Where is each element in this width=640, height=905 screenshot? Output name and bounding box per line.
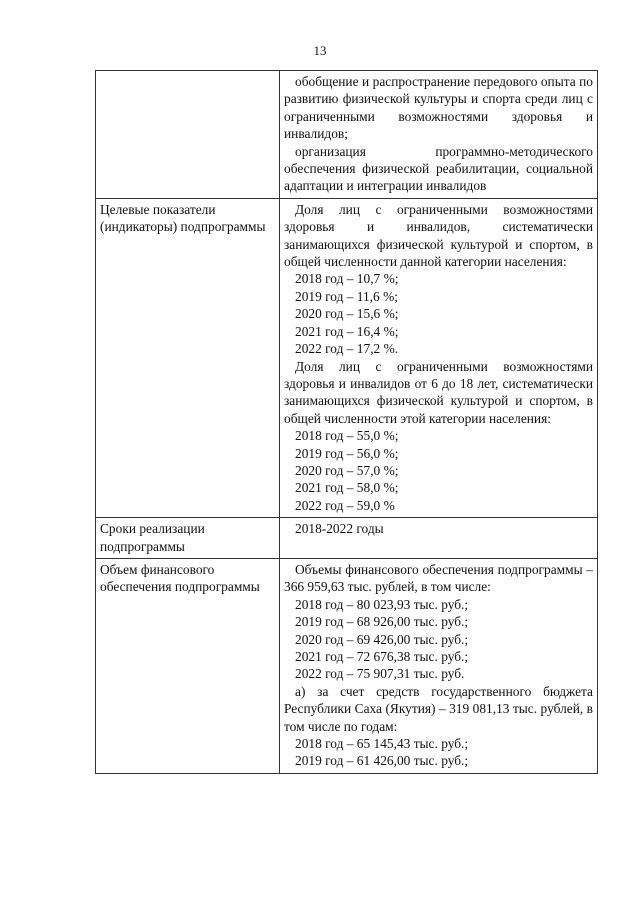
finance-intro: Объемы финансового обеспечения подпрограммы – 366 959,63 тыс. рублей, в том числе:: [284, 561, 593, 595]
subprogram-passport-table: [95, 70, 598, 774]
finance-year-value: 2022 год – 75 907,31 тыс. руб.: [295, 666, 465, 682]
finance-label: Объем финансового обеспечения подпрограммы: [96, 558, 280, 773]
tasks-content-cell: [280, 71, 598, 199]
terms-content-cell: [280, 518, 598, 559]
table-row-tasks: [96, 71, 598, 199]
indicator-year-value: 2018 год – 10,7 %;: [295, 271, 399, 287]
indicators-label: Целевые показатели (индикаторы) подпрограммы: [96, 198, 280, 517]
indicator-intro: Доля лиц с ограниченными возможностями здоровья и инвалидов, систематически занимающихся физической культурой и спортом, в общей численности данной категории населения:: [284, 201, 593, 270]
table-row-indicators: [96, 198, 598, 517]
indicator-year-value: 2022 год – 59,0 %: [295, 497, 395, 513]
finance-year-value: 2018 год – 80 023,93 тыс. руб.;: [295, 596, 469, 612]
indicator-year-value: 2019 год – 56,0 %;: [295, 445, 399, 461]
finance-subsection-intro: а) за счет средств государственного бюджета Республики Саха (Якутия) – 319 081,13 тыс. рублей, в том числе по годам:: [284, 683, 593, 734]
table-row-terms: [96, 518, 598, 559]
indicators-content-cell: [280, 198, 598, 517]
finance-year-value: 2019 год – 68 926,00 тыс. руб.;: [295, 614, 469, 630]
finance-subsection-year-value: 2018 год – 65 145,43 тыс. руб.;: [295, 736, 469, 752]
task-paragraph: обобщение и распространение передового опыта по развитию физической культуры и спорта среди лиц с ограниченными возможностями здоровья и инвалидов;: [284, 74, 593, 142]
indicator-year-value: 2018 год – 55,0 %;: [295, 428, 399, 444]
finance-year-value: 2021 год – 72 676,38 тыс. руб.;: [295, 649, 469, 664]
indicator-year-value: 2022 год – 17,2 %.: [295, 341, 399, 357]
finance-content-cell: [280, 558, 598, 773]
task-paragraph: организация программно-методического обеспечения физической реабилитации, социальной адаптации и интеграции инвалидов: [284, 143, 593, 194]
terms-value: 2018-2022 годы: [295, 521, 384, 537]
indicator-year-value: 2021 год – 16,4 %;: [295, 323, 399, 339]
indicator-intro: Доля лиц с ограниченными возможностями здоровья и инвалидов от 6 до 18 лет, систематически занимающихся физической культурой и спортом, в общей численности этой категории населения:: [284, 358, 593, 426]
indicator-year-value: 2021 год – 58,0 %;: [295, 480, 399, 496]
tasks-label-cell: [96, 71, 280, 199]
finance-subsection-year-value: 2019 год – 61 426,00 тыс. руб.;: [295, 753, 469, 769]
indicator-year-value: 2019 год – 11,6 %;: [295, 288, 398, 304]
indicator-year-value: 2020 год – 57,0 %;: [295, 462, 399, 478]
indicator-year-value: 2020 год – 15,6 %;: [295, 306, 399, 322]
finance-year-value: 2020 год – 69 426,00 тыс. руб.;: [295, 631, 469, 647]
table-row-finance: [96, 558, 598, 773]
page-number: 13: [313, 43, 327, 58]
terms-label: Сроки реализации подпрограммы: [96, 518, 280, 559]
